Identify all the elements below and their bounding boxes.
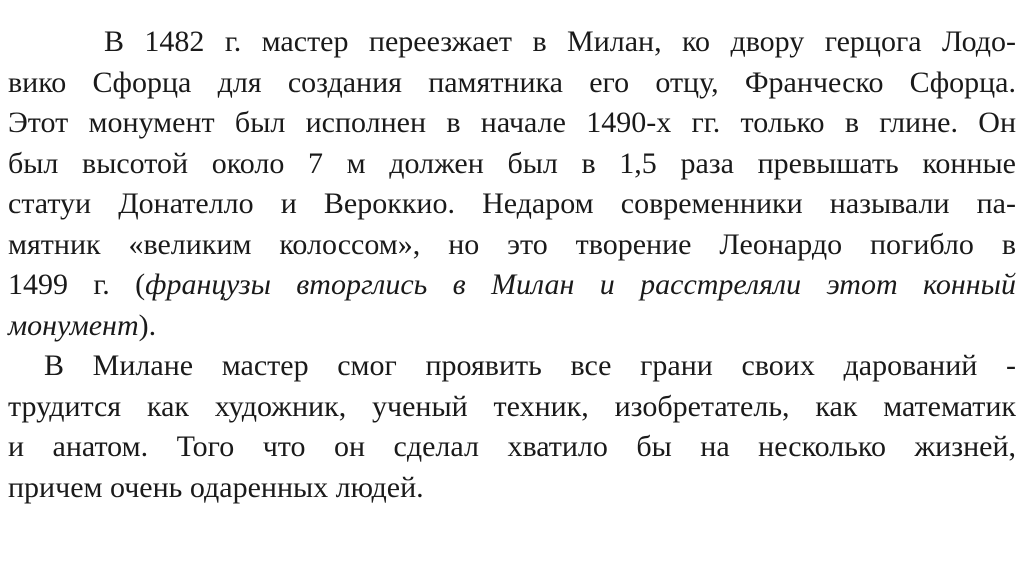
paragraph-2-line-4: причем очень одаренных людей.	[8, 470, 424, 504]
body-text	[8, 22, 1016, 508]
paragraph-1-line-8	[8, 306, 1016, 347]
paragraph-1-line-3: Этот монумент был исполнен в начале 1490-х гг. только в глине. Он	[8, 106, 1016, 139]
paragraph-1-line-1: В 1482 г. мастер переезжает в Милан, ко двору герцога Лодо-	[104, 25, 1016, 58]
paragraph-1-line-6: мятник «великим колоссом», но это творение Леонардо погибло в	[8, 227, 1016, 261]
paragraph-1-line-7-italic: французы вторглись в Милан и расстреляли этот конный	[145, 268, 1016, 301]
paragraph-1-line-4: был высотой около 7 м должен был в 1,5 раза превышать конные	[8, 146, 1016, 180]
paragraph-1-line-2: вико Сфорца для создания памятника его отцу, Франческо Сфорца.	[8, 65, 1016, 99]
paragraph-2-line-1: В Милане мастер смог проявить все грани своих дарований -	[44, 349, 1016, 382]
paragraph-1-line-8-italic: монумент	[8, 308, 139, 342]
paragraph-1-line-8-plain: ).	[138, 308, 157, 342]
paragraph-1-line-7-plain: 1499 г. (	[8, 268, 146, 301]
paragraph-1-line-7	[8, 265, 1016, 306]
paragraph-2-line-3: и анатом. Того что он сделал хватило бы на несколько жизней,	[8, 430, 1016, 463]
paragraph-2-line-2: трудится как художник, ученый техник, изобретатель, как математик	[8, 389, 1016, 423]
paragraph-1-line-5: статуи Донателло и Вероккио. Недаром современники называли па-	[8, 187, 1016, 220]
